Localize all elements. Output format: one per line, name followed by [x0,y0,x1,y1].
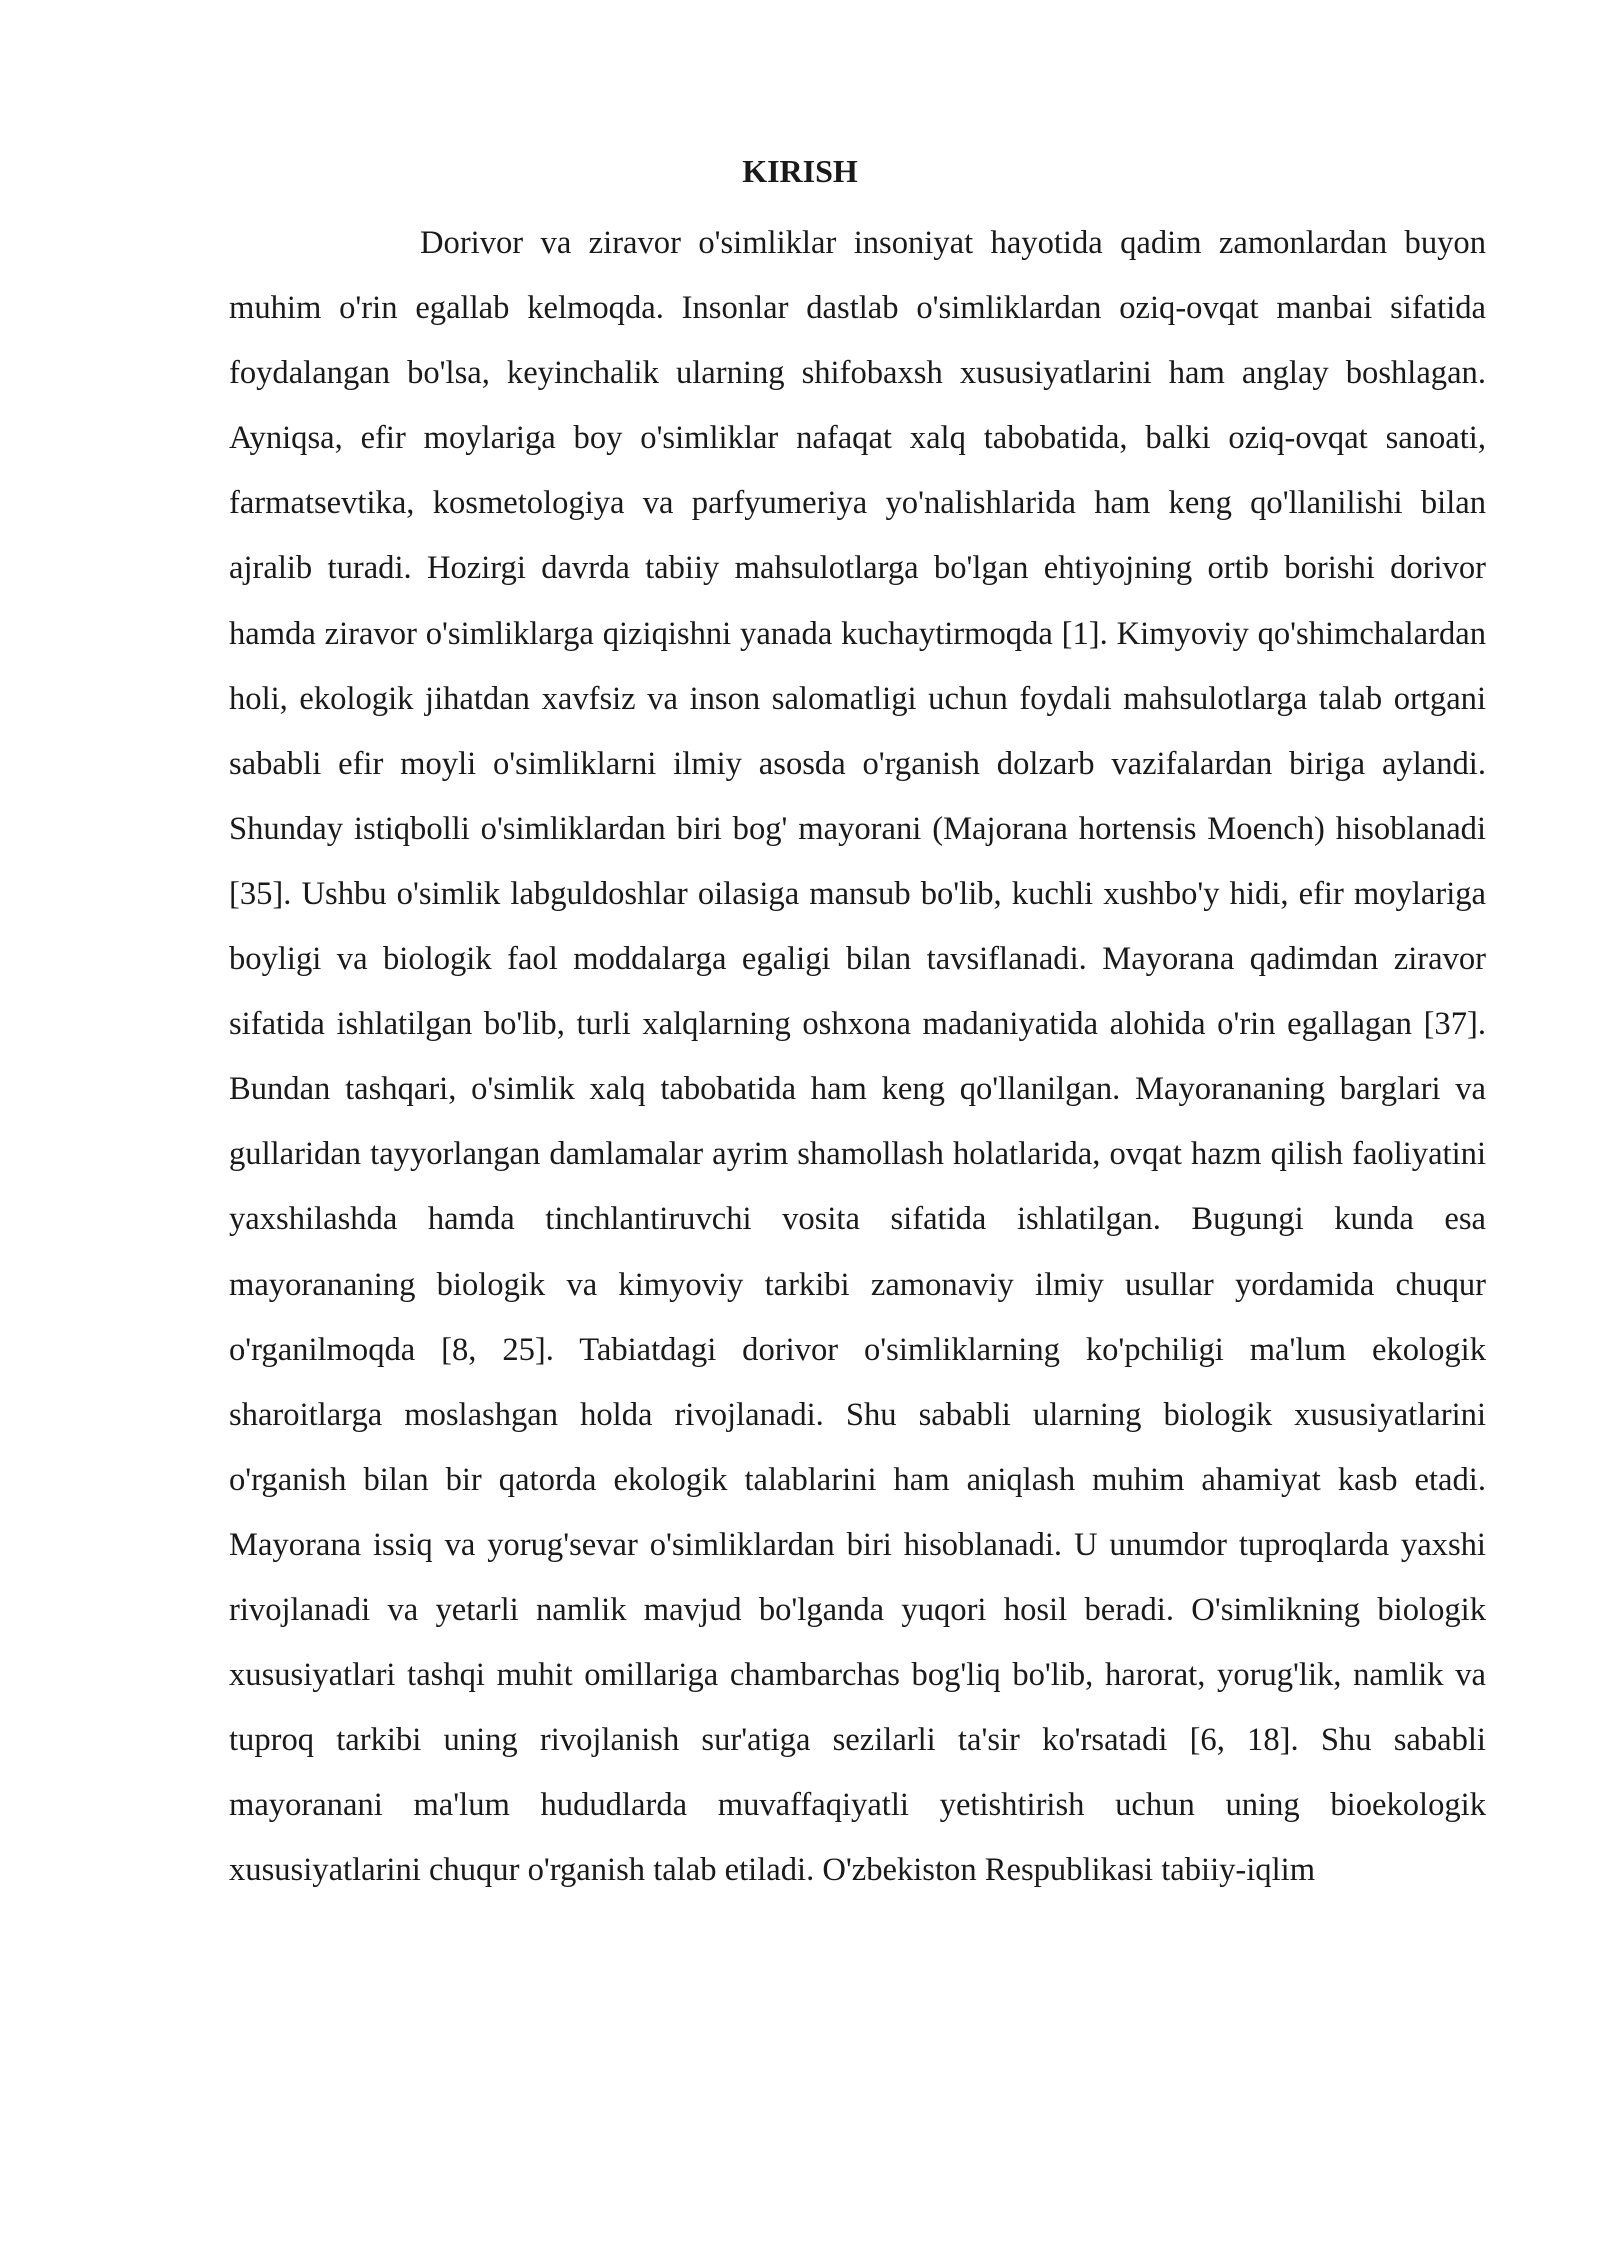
body-paragraph: Dorivor va ziravor o'simliklar insoniyat hayotida qadim zamonlardan buyon muhim o'rin egallab kelmoqda. Insonlar dastlab o'simliklardan oziq-ovqat manbai sifatida foydalangan bo'lsa, keyinchalik ularning shifobaxsh xususiyatlarini ham anglay boshlagan. Ayniqsa, efir moylariga boy o'simliklar nafaqat xalq tabobatida, balki oziq-ovqat sanoati, farmatsevtika, kosmetologiya va parfyumeriya yo'nalishlarida ham keng qo'llanilishi bilan ajralib turadi. Hozirgi davrda tabiiy mahsulotlarga bo'lgan ehtiyojning ortib borishi dorivor hamda ziravor o'simliklarga qiziqishni yanada kuchaytirmoqda [1]. Kimyoviy qo'shimchalardan holi, ekologik jihatdan xavfsiz va inson salomatligi uchun foydali mahsulotlarga talab ortgani sababli efir moyli o'simliklarni ilmiy asosda o'rganish dolzarb vazifalardan biriga aylandi. Shunday istiqbolli o'simliklardan biri bog' mayorani (Majorana hortensis Moench) hisoblanadi [35]. Ushbu o'simlik labguldoshlar oilasiga mansub bo'lib, kuchli xushbo'y hidi, efir moylariga boyligi va biologik faol moddalarga egaligi bilan tavsiflanadi. Mayorana qadimdan ziravor sifatida ishlatilgan bo'lib, turli xalqlarning oshxona madaniyatida alohida o'rin egallagan [37]. Bundan tashqari, o'simlik xalq tabobatida ham keng qo'llanilgan. Mayorananing barglari va gullaridan tayyorlangan damlamalar ayrim shamollash holatlarida, ovqat hazm qilish faoliyatini yaxshilashda hamda tinchlantiruvchi vosita sifatida ishlatilgan. Bugungi kunda esa mayorananing biologik va kimyoviy tarkibi zamonaviy ilmiy usullar yordamida chuqur o'rganilmoqda [8, 25]. Tabiatdagi dorivor o'simliklarning ko'pchiligi ma'lum ekologik sharoitlarga moslashgan holda rivojlanadi. Shu sababli ularning biologik xususiyatlarini o'rganish bilan bir qatorda ekologik talablarini ham aniqlash muhim ahamiyat kasb etadi. Mayorana issiq va yorug'sevar o'simliklardan biri hisoblanadi. U unumdor tuproqlarda yaxshi rivojlanadi va yetarli namlik mavjud bo'lganda yuqori hosil beradi. O'simlikning biologik xususiyatlari tashqi muhit omillariga chambarchas bog'liq bo'lib, harorat, yorug'lik, namlik va tuproq tarkibi uning rivojlanish sur'atiga sezilarli ta'sir ko'rsatadi [6, 18]. Shu sababli mayoranani ma'lum hududlarda muvaffaqiyatli yetishtirish uchun uning bioekologik xususiyatlarini chuqur o'rganish talab etiladi. O'zbekiston Respublikasi tabiiy-iqlim [229,225,1486,1889]
section-heading: KIRISH [742,153,858,189]
